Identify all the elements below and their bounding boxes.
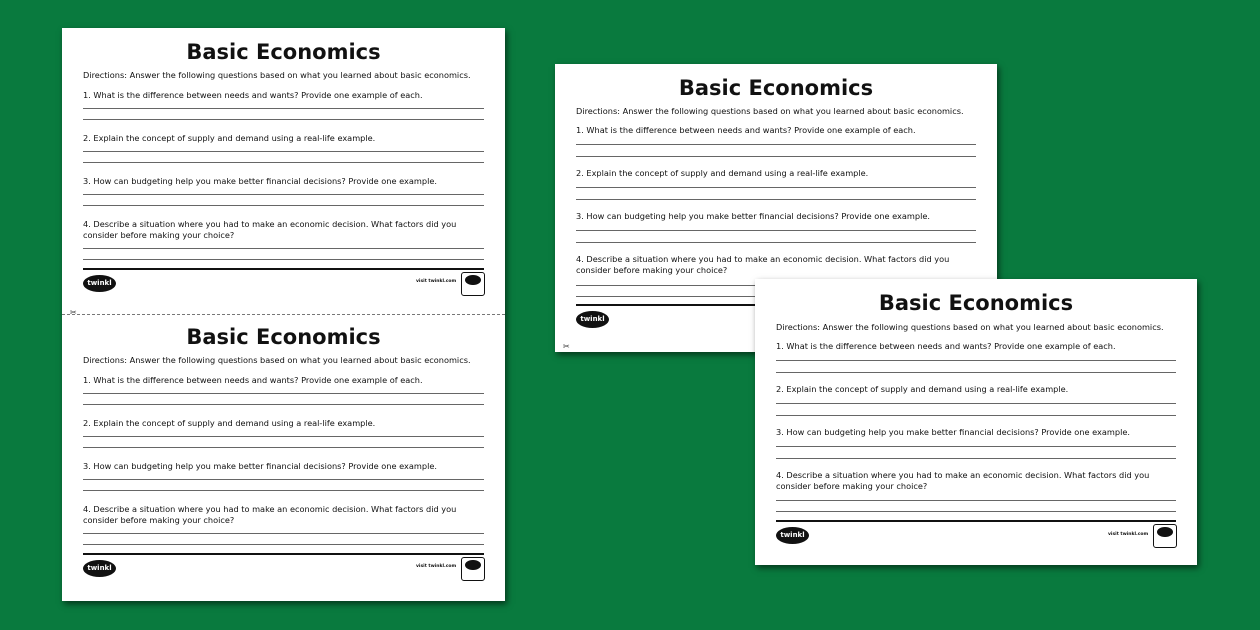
worksheet-title: Basic Economics — [678, 76, 874, 100]
answer-line — [576, 144, 976, 145]
answer-line — [776, 511, 1176, 512]
question-1: 1. What is the difference between needs and wants? Provide one example of each. — [576, 125, 916, 135]
answer-line — [83, 533, 484, 534]
footer-rule — [83, 268, 484, 270]
answer-line — [83, 248, 484, 249]
question-3: 3. How can budgeting help you make better financial decisions? Provide one example. — [83, 461, 437, 471]
quality-badge-icon — [461, 272, 485, 296]
answer-line — [83, 436, 484, 437]
answer-line — [576, 199, 976, 200]
answer-line — [776, 415, 1176, 416]
visit-twinkl-text: visit twinkl.com — [416, 279, 457, 284]
footer-rule — [83, 553, 484, 555]
footer-rule — [776, 520, 1176, 522]
question-1: 1. What is the difference between needs and wants? Provide one example of each. — [83, 375, 423, 385]
worksheet-title: Basic Economics — [186, 40, 381, 64]
answer-line — [83, 108, 484, 109]
answer-line — [83, 479, 484, 480]
question-1: 1. What is the difference between needs and wants? Provide one example of each. — [776, 341, 1116, 351]
answer-line — [776, 372, 1176, 373]
visit-twinkl-text: visit twinkl.com — [1108, 532, 1149, 537]
answer-line — [83, 194, 484, 195]
answer-line — [576, 242, 976, 243]
answer-line — [776, 500, 1176, 501]
answer-line — [776, 360, 1176, 361]
visit-twinkl-text: visit twinkl.com — [416, 564, 457, 569]
worksheet-directions: Directions: Answer the following questions based on what you learned about basic economics. — [776, 322, 1164, 332]
question-4: 4. Describe a situation where you had to make an economic decision. What factors did you consider before making your choice? — [576, 254, 950, 275]
answer-line — [83, 151, 484, 152]
question-3: 3. How can budgeting help you make better financial decisions? Provide one example. — [83, 176, 437, 186]
scissor-icon: ✂ — [563, 342, 570, 351]
twinkl-logo: twinkl — [776, 527, 809, 544]
answer-line — [83, 119, 484, 120]
question-1: 1. What is the difference between needs and wants? Provide one example of each. — [83, 90, 423, 100]
answer-line — [83, 447, 484, 448]
worksheet-title: Basic Economics — [186, 325, 381, 349]
answer-line — [776, 446, 1176, 447]
twinkl-logo: twinkl — [83, 275, 116, 292]
scissor-icon: ✂ — [70, 308, 77, 317]
answer-line — [83, 393, 484, 394]
twinkl-logo: twinkl — [83, 560, 116, 577]
question-4: 4. Describe a situation where you had to make an economic decision. What factors did you consider before making your choice? — [83, 504, 457, 525]
worksheet-directions: Directions: Answer the following questions based on what you learned about basic economics. — [83, 70, 471, 80]
question-2: 2. Explain the concept of supply and demand using a real-life example. — [576, 168, 869, 178]
question-2: 2. Explain the concept of supply and demand using a real-life example. — [776, 384, 1069, 394]
answer-line — [776, 403, 1176, 404]
answer-line — [83, 259, 484, 260]
answer-line — [576, 156, 976, 157]
answer-line — [576, 230, 976, 231]
question-4: 4. Describe a situation where you had to make an economic decision. What factors did you consider before making your choice? — [83, 219, 457, 240]
worksheet-page-front — [755, 279, 1197, 565]
quality-badge-icon — [1153, 524, 1177, 548]
answer-line — [776, 458, 1176, 459]
answer-line — [83, 205, 484, 206]
question-4: 4. Describe a situation where you had to make an economic decision. What factors did you consider before making your choice? — [776, 470, 1150, 491]
worksheet-directions: Directions: Answer the following questions based on what you learned about basic economics. — [576, 106, 964, 116]
worksheet-copy-bottom — [62, 313, 505, 601]
worksheet-copy — [755, 279, 1197, 565]
answer-line — [83, 162, 484, 163]
worksheet-directions: Directions: Answer the following questions based on what you learned about basic economics. — [83, 355, 471, 365]
question-2: 2. Explain the concept of supply and demand using a real-life example. — [83, 418, 376, 428]
quality-badge-icon — [461, 557, 485, 581]
worksheet-page-left — [62, 28, 505, 601]
answer-line — [83, 544, 484, 545]
answer-line — [83, 490, 484, 491]
answer-line — [576, 187, 976, 188]
question-2: 2. Explain the concept of supply and demand using a real-life example. — [83, 133, 376, 143]
worksheet-title: Basic Economics — [878, 291, 1074, 315]
worksheet-copy-top — [62, 28, 505, 313]
question-3: 3. How can budgeting help you make better financial decisions? Provide one example. — [576, 211, 930, 221]
question-3: 3. How can budgeting help you make better financial decisions? Provide one example. — [776, 427, 1130, 437]
answer-line — [83, 404, 484, 405]
twinkl-logo: twinkl — [576, 311, 609, 328]
